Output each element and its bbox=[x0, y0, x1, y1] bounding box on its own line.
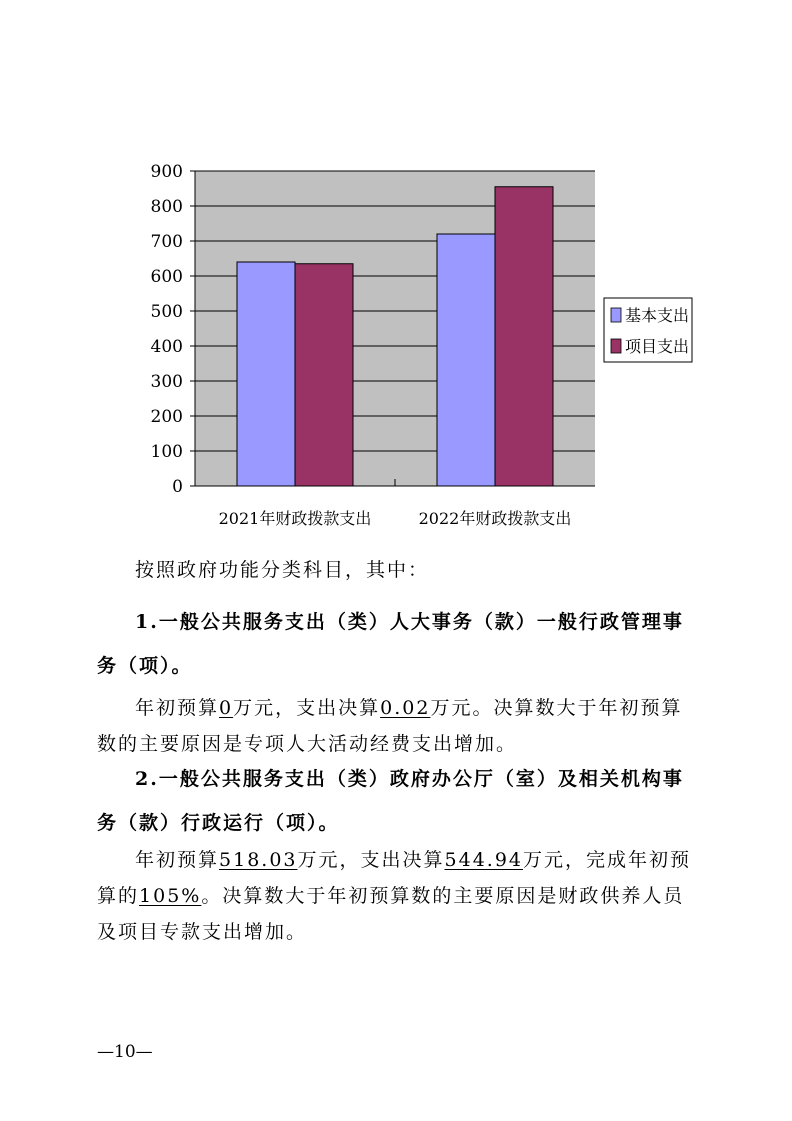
p1-text-e: 万元。决算数大于年初预算数的主要原因是专项人大活动经费支出增加。 bbox=[97, 697, 683, 755]
bar-basic-0 bbox=[237, 262, 295, 486]
bar-basic-1 bbox=[437, 234, 495, 486]
y-tick-label-200: 200 bbox=[150, 407, 183, 427]
y-tick-label-0: 0 bbox=[172, 477, 183, 497]
y-tick-label-400: 400 bbox=[150, 337, 183, 357]
legend-swatch-basic bbox=[611, 308, 621, 322]
legend-label-basic: 基本支出 bbox=[625, 306, 690, 325]
bar-project-0 bbox=[295, 264, 353, 486]
p2-completion-rate: 105% bbox=[139, 885, 202, 907]
page-number: —10— bbox=[97, 1042, 153, 1062]
p1-text-c: 万元，支出决算 bbox=[233, 697, 381, 719]
legend-label-project: 项目支出 bbox=[625, 337, 690, 356]
section-heading-2: 2.一般公共服务支出（类）政府办公厅（室）及相关机构事务（款）行政运行（项）。 bbox=[97, 768, 684, 834]
budget-bar-chart bbox=[0, 0, 792, 540]
p2-text-a: 年初预算 bbox=[135, 849, 220, 871]
y-tick-label-700: 700 bbox=[150, 232, 183, 252]
paragraph-2 bbox=[97, 842, 697, 950]
legend bbox=[604, 298, 692, 362]
y-tick-label-800: 800 bbox=[150, 197, 183, 217]
legend-swatch-project bbox=[611, 339, 621, 353]
p2-budget-value: 518.03 bbox=[219, 849, 298, 871]
bar-project-1 bbox=[495, 187, 553, 486]
intro-text: 按照政府功能分类科目，其中： bbox=[135, 559, 430, 581]
y-tick-labels bbox=[151, 162, 195, 497]
y-tick-label-900: 900 bbox=[150, 162, 183, 182]
p2-final-value: 544.94 bbox=[444, 849, 523, 871]
y-tick-label-100: 100 bbox=[150, 442, 183, 462]
category-label-2022: 2022年财政拨款支出 bbox=[418, 509, 572, 528]
p1-text-a: 年初预算 bbox=[135, 697, 220, 719]
paragraph-1 bbox=[97, 690, 697, 762]
y-tick-label-600: 600 bbox=[150, 267, 183, 287]
p2-text-g: 。决算数大于年初预算数的主要原因是财政供养人员及项目专款支出增加。 bbox=[97, 885, 685, 943]
category-label-2021: 2021年财政拨款支出 bbox=[218, 509, 372, 528]
p2-text-e: 万元，完成年初预算的 bbox=[97, 849, 692, 907]
p1-budget-value: 0 bbox=[219, 697, 234, 719]
y-tick-label-300: 300 bbox=[150, 372, 183, 392]
section-heading-1: 1.一般公共服务支出（类）人大事务（款）一般行政管理事务（项）。 bbox=[97, 611, 684, 677]
p2-text-c: 万元，支出决算 bbox=[297, 849, 445, 871]
y-tick-label-500: 500 bbox=[150, 302, 183, 322]
p1-final-value: 0.02 bbox=[380, 697, 431, 719]
